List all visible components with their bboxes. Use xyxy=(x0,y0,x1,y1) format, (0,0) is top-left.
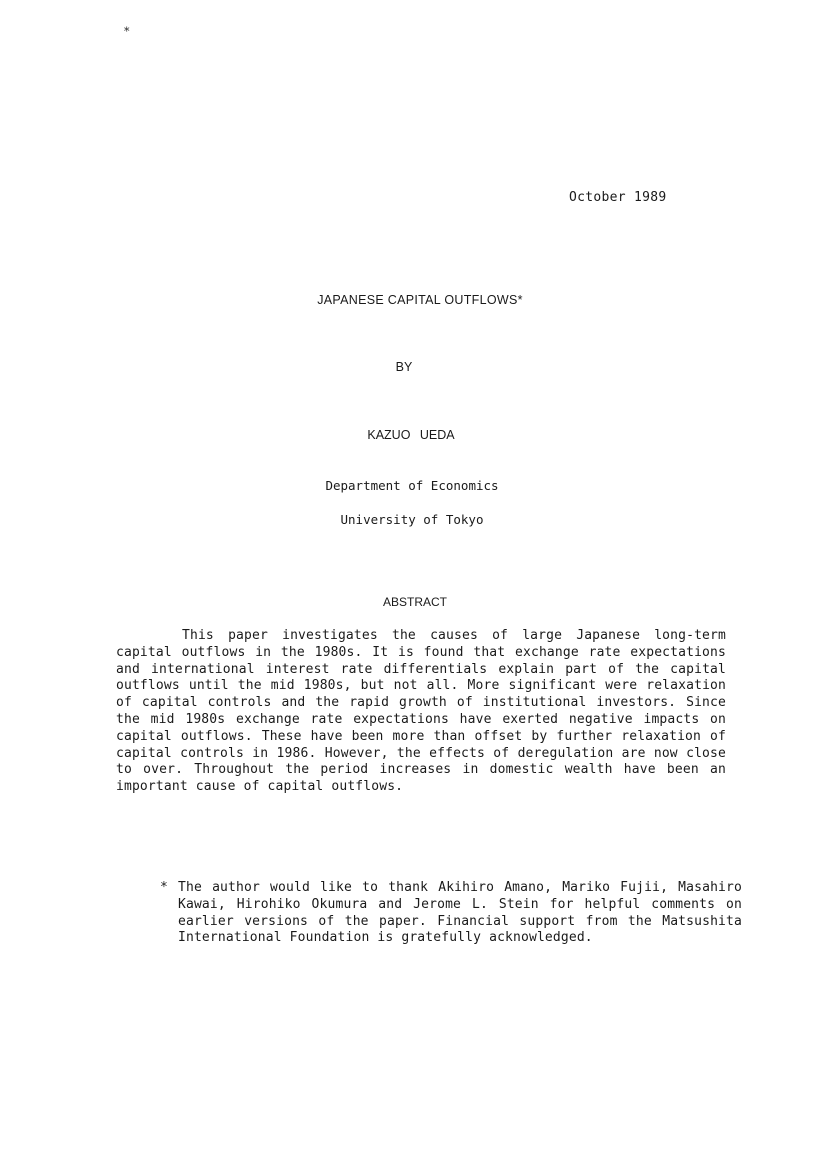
author-name: KAZUO UEDA xyxy=(367,428,455,442)
author-department: Department of Economics xyxy=(325,478,499,493)
document-date: October 1989 xyxy=(569,190,667,205)
byline-label: BY xyxy=(395,360,413,374)
footnote-text: The author would like to thank Akihiro Amano, Mariko Fujii, Masahiro Kawai, Hirohiko Okumura and Jerome L. Stein for helpful comments on earlier versions of the paper. Financial support from the Matsushita International Foundation is gratefully acknowledged. xyxy=(178,880,742,946)
paper-title: JAPANESE CAPITAL OUTFLOWS* xyxy=(317,293,523,307)
footnote xyxy=(160,880,742,947)
abstract-heading: ABSTRACT xyxy=(382,595,447,609)
abstract-body xyxy=(116,628,726,796)
abstract-text: This paper investigates the causes of large Japanese long-term capital outflows in the 1980s. It is found that exchange rate expectations and international interest rate differentials explain part of the capital outflows until the mid 1980s, but not all. More significant were relaxation of capital controls and the rapid growth of institutional investors. Since the mid 1980s exchange rate expectations have exerted negative impacts on capital outflows. These have been more than offset by further relaxation of capital controls in 1986. However, the effects of deregulation are now close to over. Throughout the period increases in domestic wealth have been an important cause of capital outflows. xyxy=(116,628,726,795)
corner-asterisk: * xyxy=(124,25,130,38)
author-university: University of Tokyo xyxy=(340,512,484,527)
footnote-marker: * xyxy=(160,880,168,895)
